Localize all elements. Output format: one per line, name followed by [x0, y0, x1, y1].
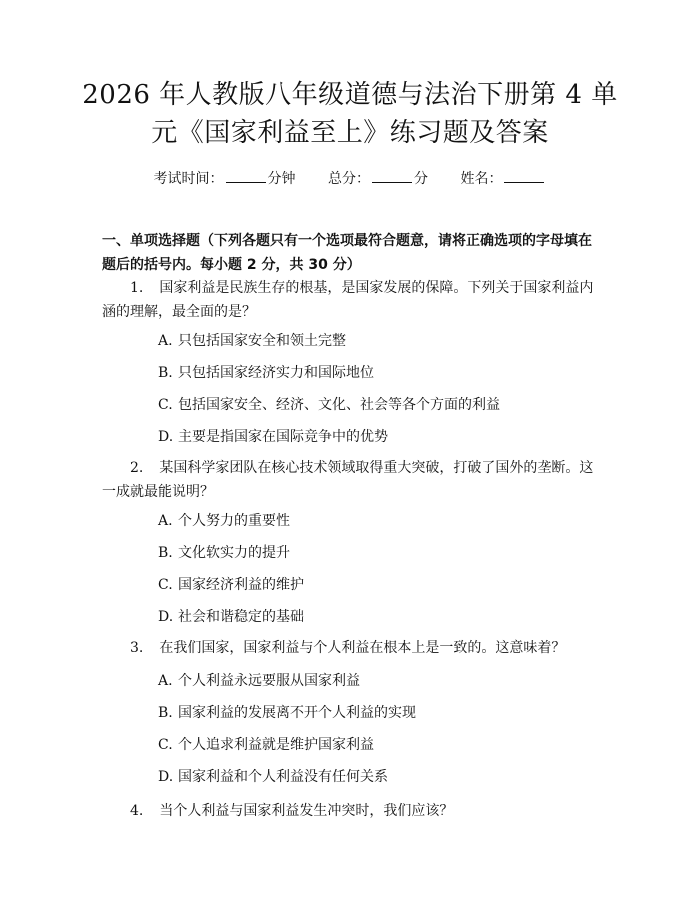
option-letter: B.	[158, 365, 173, 381]
question-3	[102, 636, 600, 660]
option-letter: A.	[158, 513, 173, 529]
option-letter: B.	[158, 545, 173, 561]
exam-time-unit: 分钟	[267, 171, 296, 187]
option-letter: D.	[158, 609, 174, 625]
option-text: 国家利益和个人利益没有任何关系	[178, 769, 388, 785]
option-letter: C.	[158, 577, 173, 593]
question-text: 当个人利益与国家利益发生冲突时，我们应该？	[159, 803, 454, 819]
name-label: 姓名：	[460, 171, 503, 187]
total-score-blank	[372, 170, 412, 183]
question-4	[102, 799, 600, 823]
option-letter: C.	[158, 737, 173, 753]
document-title	[0, 76, 700, 152]
question-2-option-a	[158, 511, 290, 531]
option-text: 个人追求利益就是维护国家利益	[178, 737, 374, 753]
option-text: 个人努力的重要性	[178, 513, 290, 529]
question-text: 某国科学家团队在核心技术领域取得重大突破，打破了国外的垄断。这一成就最能说明？	[102, 460, 594, 500]
question-2-option-b	[158, 543, 290, 563]
question-number: 2.	[130, 460, 144, 476]
question-1-option-a	[158, 331, 346, 351]
question-text: 国家利益是民族生存的根基，是国家发展的保障。下列关于国家利益内涵的理解，最全面的是？	[102, 280, 594, 320]
exam-time-blank	[226, 170, 266, 183]
option-text: 只包括国家安全和领土完整	[178, 333, 346, 349]
option-text: 国家利益的发展离不开个人利益的实现	[178, 705, 416, 721]
option-text: 只包括国家经济实力和国际地位	[178, 365, 374, 381]
option-text: 个人利益永远要服从国家利益	[178, 673, 360, 689]
total-score-field	[328, 168, 428, 188]
question-1-option-b	[158, 363, 374, 383]
option-text: 包括国家安全、经济、文化、社会等各个方面的利益	[178, 397, 500, 413]
total-score-label: 总分：	[328, 171, 370, 187]
question-3-option-b	[158, 703, 416, 723]
total-score-unit: 分	[414, 171, 428, 187]
option-letter: B.	[158, 705, 173, 721]
exam-time-field	[154, 168, 296, 188]
question-1	[102, 276, 600, 324]
question-number: 1.	[130, 280, 144, 296]
question-3-option-a	[158, 671, 360, 691]
section-heading-single-choice: 一、单项选择题（下列各题只有一个选项最符合题意，请将正确选项的字母填在题后的括号内。每小题 2 分，共 30 分）	[102, 233, 592, 273]
exam-info-line	[0, 168, 700, 188]
question-2-option-c	[158, 575, 304, 595]
exam-time-label: 考试时间：	[153, 171, 224, 187]
title-line-2: 元《国家利益至上》练习题及答案	[151, 118, 549, 148]
option-text: 国家经济利益的维护	[178, 577, 304, 593]
question-text: 在我们国家，国家利益与个人利益在根本上是一致的。这意味着？	[159, 640, 566, 656]
question-number: 3.	[130, 640, 144, 656]
option-letter: D.	[158, 769, 174, 785]
question-3-option-c	[158, 735, 374, 755]
question-1-option-c	[158, 395, 500, 415]
question-number: 4.	[130, 803, 144, 819]
name-blank	[504, 170, 544, 183]
question-3-option-d	[158, 767, 388, 787]
question-2-option-d	[158, 607, 304, 627]
option-letter: D.	[158, 429, 174, 445]
option-letter: A.	[158, 673, 173, 689]
option-text: 社会和谐稳定的基础	[178, 609, 304, 625]
question-2	[102, 456, 600, 504]
option-text: 文化软实力的提升	[178, 545, 290, 561]
question-1-option-d	[158, 427, 388, 447]
name-field	[460, 168, 546, 188]
option-letter: A.	[158, 333, 173, 349]
option-letter: C.	[158, 397, 173, 413]
option-text: 主要是指国家在国际竞争中的优势	[178, 429, 388, 445]
title-line-1: 2026 年人教版八年级道德与法治下册第 4 单	[82, 80, 618, 110]
